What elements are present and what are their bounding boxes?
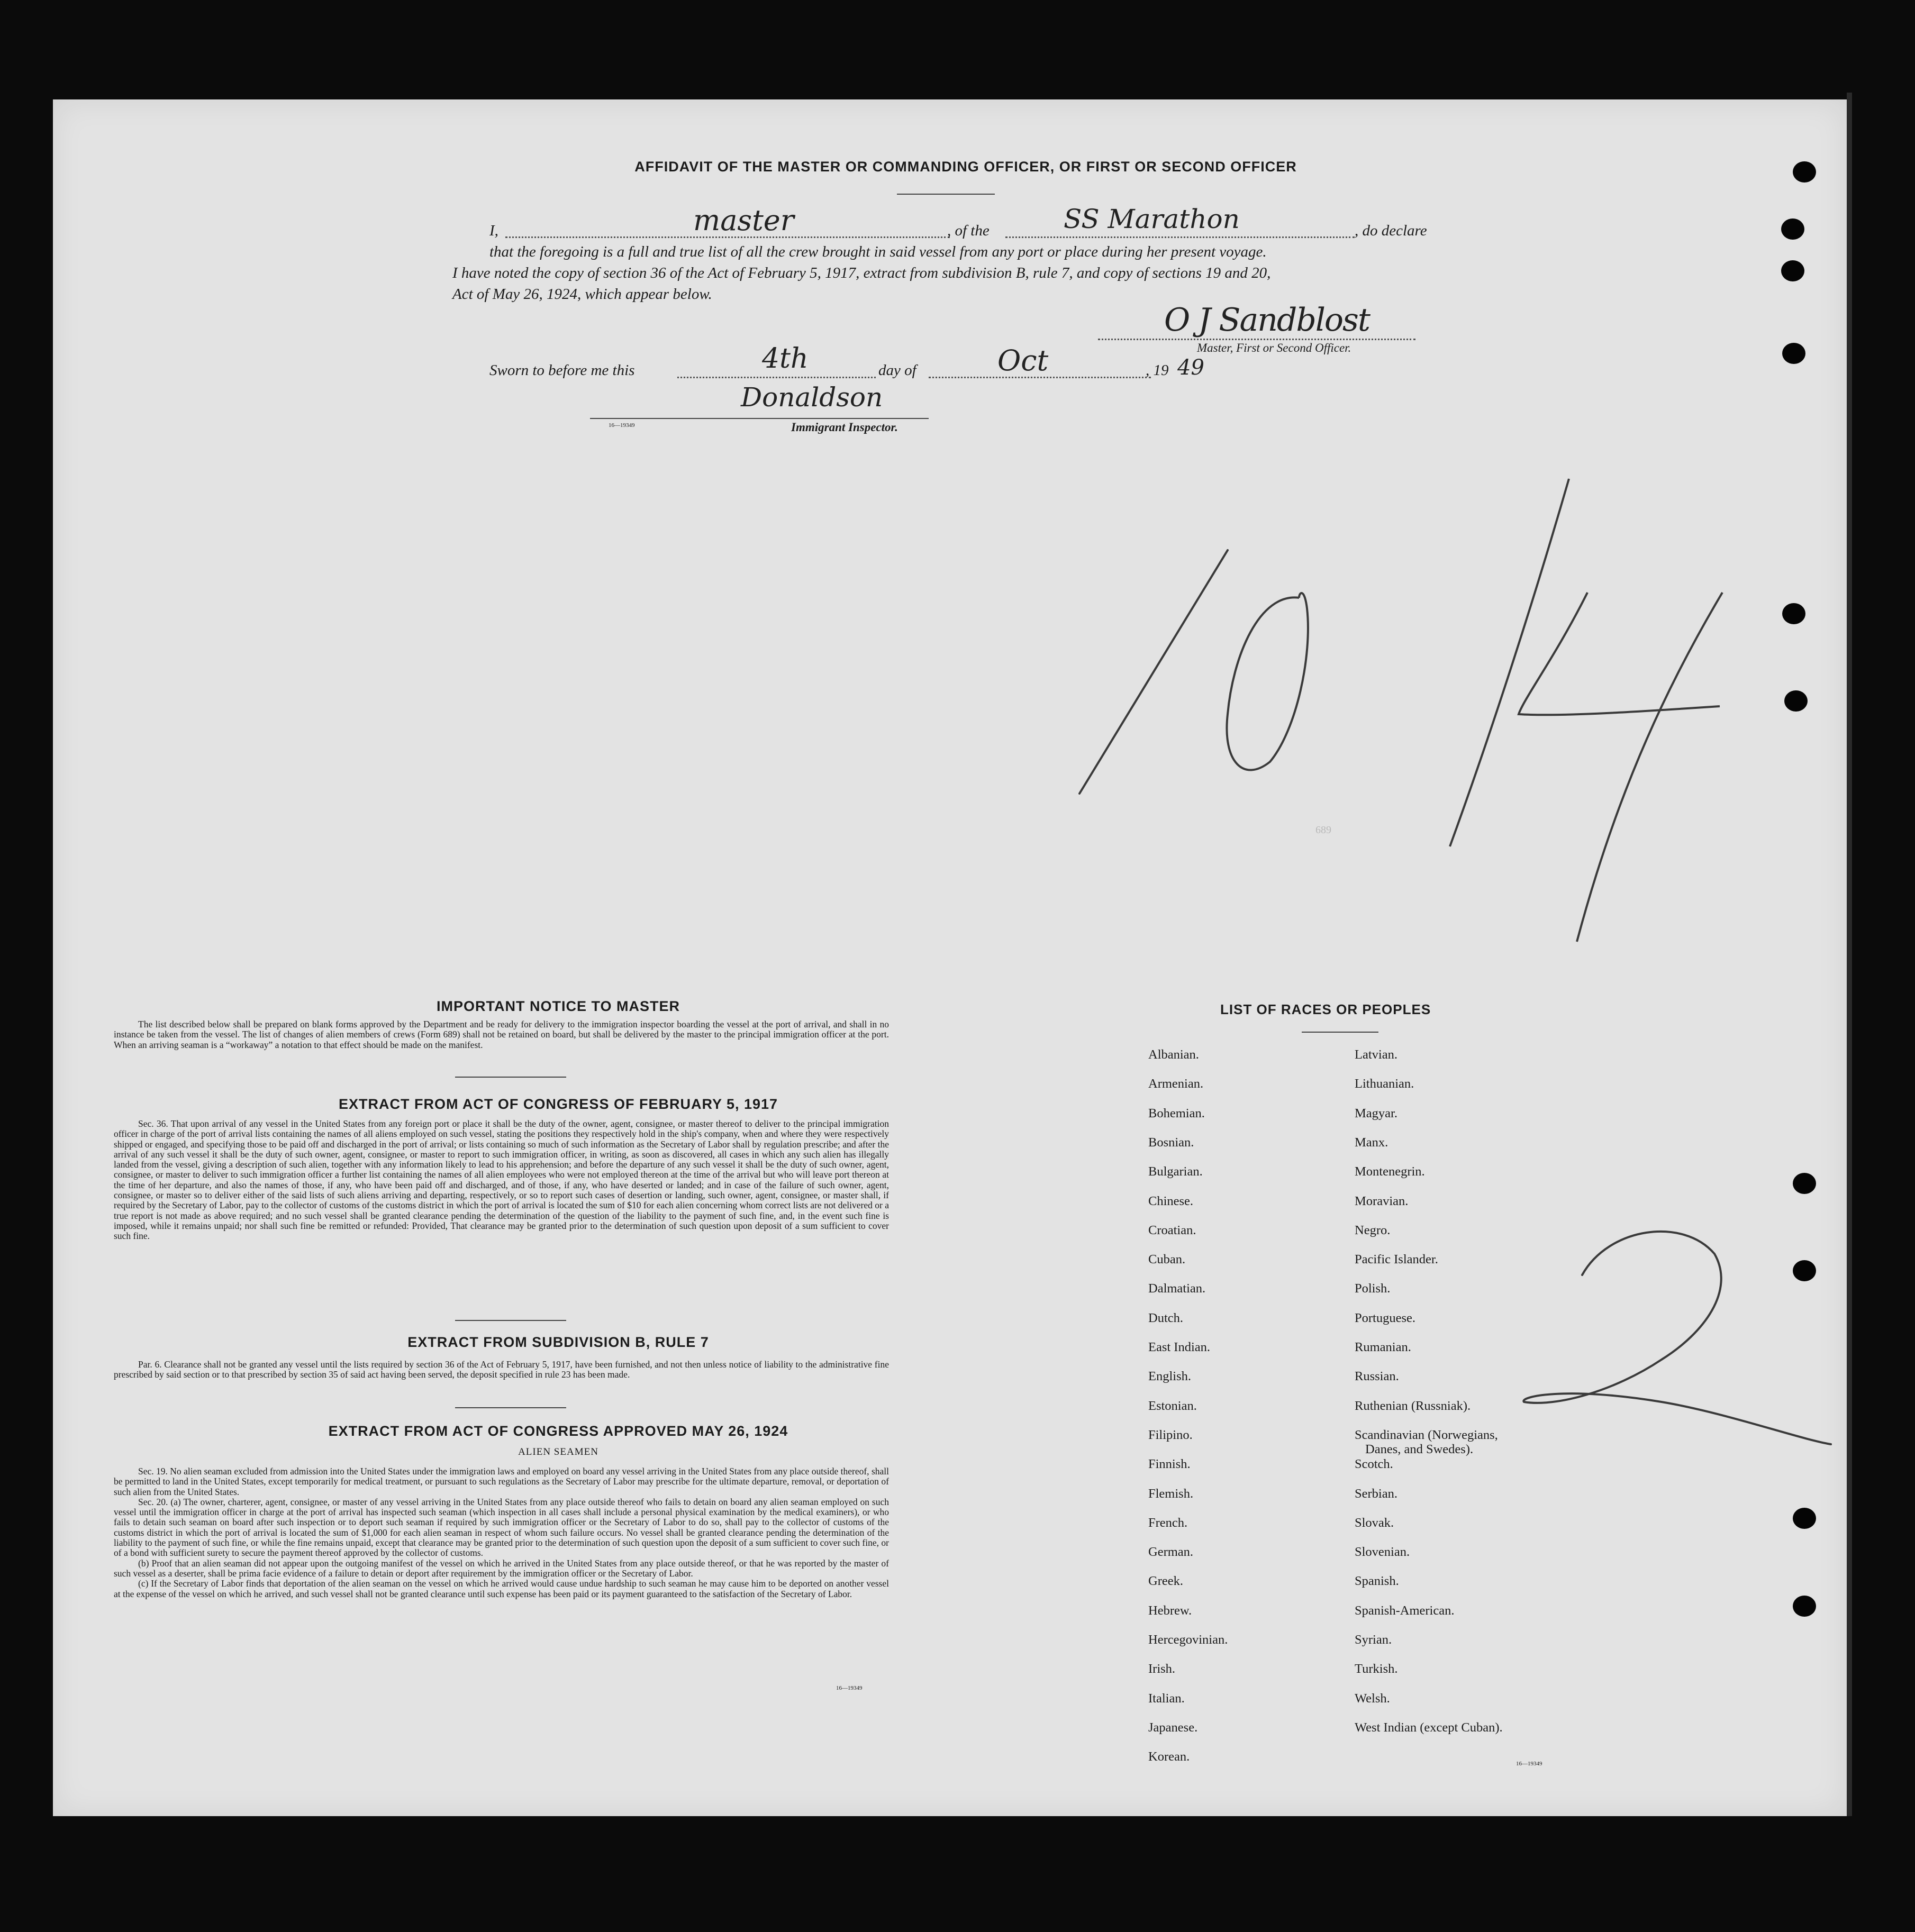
punch-hole: [1784, 690, 1808, 712]
section-divider: [455, 1407, 566, 1408]
inspector-line: [590, 418, 929, 419]
form-number-right: 16—19349: [1516, 1761, 1542, 1767]
notice-title: IMPORTANT NOTICE TO MASTER: [437, 998, 680, 1014]
master-signature: O J Sandblost: [1164, 302, 1369, 339]
sworn-label: Sworn to before me this: [489, 362, 635, 379]
inspector-caption: Immigrant Inspector.: [791, 421, 898, 434]
race-item: Spanish.: [1355, 1574, 1399, 1589]
race-item: Turkish.: [1355, 1662, 1398, 1676]
race-item: Portuguese.: [1355, 1310, 1415, 1325]
punch-hole: [1793, 161, 1816, 183]
signature-line: [1098, 339, 1415, 340]
inspector-signature: Donaldson: [741, 382, 883, 413]
race-item: East Indian.: [1148, 1340, 1211, 1354]
punch-hole: [1793, 1173, 1816, 1194]
race-item: Bulgarian.: [1148, 1164, 1203, 1179]
punch-hole: [1782, 343, 1805, 364]
day-line: [677, 377, 876, 378]
section-divider: [455, 1320, 566, 1321]
faint-stamp: 689: [1315, 824, 1331, 836]
extract1917-title: EXTRACT FROM ACT OF CONGRESS OF FEBRUARY 5, 1917: [338, 1096, 778, 1112]
race-item: German.: [1148, 1545, 1194, 1560]
affidavit-title: AFFIDAVIT OF THE MASTER OR COMMANDING OFFICER, OR FIRST OR SECOND OFFICER: [634, 159, 1297, 175]
race-item: Cuban.: [1148, 1252, 1186, 1267]
race-item: Croatian.: [1148, 1223, 1196, 1237]
race-item: Hercegovinian.: [1148, 1633, 1228, 1647]
race-item: Flemish.: [1148, 1486, 1194, 1501]
race-item: Montenegrin.: [1355, 1164, 1425, 1179]
race-item: Lithuanian.: [1355, 1077, 1414, 1091]
punch-hole: [1781, 218, 1804, 240]
month-handwritten: Oct: [997, 344, 1049, 377]
race-item: Italian.: [1148, 1691, 1185, 1706]
affidavit-body-3: Act of May 26, 1924, which appear below.: [452, 286, 712, 303]
extract1924-text: [114, 1466, 889, 1599]
race-item: Danes, and Swedes).: [1365, 1442, 1474, 1456]
race-item: Greek.: [1148, 1574, 1183, 1589]
year-handwritten: 49: [1177, 356, 1204, 380]
par6-paragraph: Par. 6. Clearance shall not be granted any vessel until the lists required by section 36 of the Act of February 5, 1917, have been furnished, and not then unless notice of liability to the administrative fine prescribed by said section or to that prescribed by section 35 of said act having been served, the deposit specified in rule 23 has been made.: [114, 1359, 889, 1380]
of-the-label: , of the: [947, 222, 990, 239]
name-handwritten: master: [693, 204, 794, 237]
day-handwritten: 4th: [762, 343, 809, 375]
sec20a-paragraph: Sec. 20. (a) The owner, charterer, agent, consignee, or master of any vessel arriving in the United States from any place outside thereof who fails to detain on board any alien seaman employed on such vessel until the immigration officer in charge at the port of arrival has inspected such seaman (which inspection in all cases shall include a personal physical examination by the medical examiners), or who fails to detain such seaman on board after such inspection or to deport such seaman if required by such immigration officer or the Secretary of Labor to do so, shall pay to the collector of customs of the customs district in which the port of arrival is located the sum of $1,000 for each alien seaman in respect of whom such failure occurs. No vessel shall be granted clearance pending the determination of the liability to the payment of such fine, or while the fine remains unpaid, except that clearance may be granted prior to the determination of such question upon the deposit of a sum sufficient to cover such fine, or of a bond with sufficient surety to secure the payment thereof approved by the collector of customs.: [114, 1496, 889, 1559]
race-item: Scandinavian (Norwegians,: [1355, 1427, 1498, 1442]
sec20b-paragraph: (b) Proof that an alien seaman did not appear upon the outgoing manifest of the vessel on which he arrived in the United States from any place outside thereof, or that he was reported by the master of such vessel as a deserter, shall be prima facie evidence of a failure to detain or deport after requirement by the immigration officer or the Secretary of Labor.: [114, 1557, 889, 1579]
race-item: Welsh.: [1355, 1691, 1390, 1706]
day-of-label: day of: [878, 362, 916, 379]
notice-text: [114, 1019, 889, 1050]
race-item: Armenian.: [1148, 1077, 1204, 1091]
race-item: Scotch.: [1355, 1457, 1393, 1472]
race-item: Hebrew.: [1148, 1603, 1192, 1618]
extract1917-text: [114, 1119, 889, 1242]
vessel-line: [1005, 236, 1355, 238]
race-item: Negro.: [1355, 1223, 1391, 1237]
race-item: Manx.: [1355, 1135, 1388, 1150]
race-item: Latvian.: [1355, 1047, 1397, 1062]
punch-hole: [1782, 603, 1805, 624]
race-item: Finnish.: [1148, 1457, 1191, 1472]
race-item: Japanese.: [1148, 1720, 1198, 1735]
sec36-paragraph: Sec. 36. That upon arrival of any vessel in the United States from any foreign port or place it shall be the duty of the owner, agent, consignee, or master thereof to deliver to the principal immigration officer in charge of the port of arrival lists containing the names of all aliens employed on such vessel, stating the positions they respectively hold in the ship's company, when and where they were respectively shipped or engaged, and specifying those to be paid off and discharged in the port of arrival; or lists containing so much of such information as the Secretary of Labor shall by regulation prescribe; and after the arrival of any such vessel it shall be the duty of such owner, agent, consignee, or master to report to such immigration officer, in writing, as soon as discovered, all cases in which any such alien has illegally landed from the vessel, giving a description of such alien, together with any information likely to lead to his apprehension; and before the departure of any such vessel it shall be the duty of such owner, agent, consignee, or master to deliver to such immigration officer a further list containing the names of all alien employees who were not employed thereon at the time of the arrival but who will leave port thereon at the time of her departure, and also the names of those, if any, who have been paid off and discharged, and of those, if any, who have deserted or landed; and in case of the failure of such owner, agent, consignee, or master so to deliver either of the said lists of such aliens arriving and departing, respectively, or so to report such cases of desertion or landing, such owner, agent, consignee, or master shall, if required by the Secretary of Labor, pay to the collector of customs of the customs district in which the port of arrival is located the sum of $10 for each alien concerning whom correct lists are not delivered or a true report is not made as above required; and no such vessel shall be granted clearance pending the determination of the question of the liability to the payment of such fine, and, in the event such fine is imposed, while it remains unpaid; nor shall such fine be remitted or refunded: Provided, That clearance may be granted prior to the determination of such question upon deposit of a sum sufficient to cover such fine.: [114, 1118, 889, 1242]
punch-hole: [1793, 1596, 1816, 1617]
form-number-top: 16—19349: [609, 422, 635, 429]
race-item: Polish.: [1355, 1281, 1391, 1296]
extract1924-title: EXTRACT FROM ACT OF CONGRESS APPROVED MAY 26, 1924: [328, 1423, 788, 1439]
affidavit-body-2: I have noted the copy of section 36 of the Act of February 5, 1917, extract from subdivision B, rule 7, and copy of sections 19 and 20,: [452, 265, 1271, 281]
race-item: Pacific Islander.: [1355, 1252, 1438, 1267]
races-title: LIST OF RACES OR PEOPLES: [1220, 1001, 1431, 1017]
race-item: West Indian (except Cuban).: [1355, 1720, 1503, 1735]
large-digit-annotation: [1503, 1196, 1841, 1460]
race-item: Irish.: [1148, 1662, 1176, 1676]
rule7-title: EXTRACT FROM SUBDIVISION B, RULE 7: [407, 1334, 709, 1350]
punch-hole: [1781, 260, 1804, 281]
i-label: I,: [489, 222, 498, 239]
punch-hole: [1793, 1508, 1816, 1529]
race-item: Slovenian.: [1355, 1545, 1410, 1560]
race-item: Estonian.: [1148, 1398, 1197, 1413]
race-item: Dalmatian.: [1148, 1281, 1206, 1296]
race-item: Moravian.: [1355, 1193, 1409, 1208]
race-item: Rumanian.: [1355, 1340, 1411, 1354]
year-prefix: , 19: [1146, 362, 1169, 379]
race-item: Korean.: [1148, 1749, 1190, 1764]
race-item: Russian.: [1355, 1369, 1399, 1384]
race-item: Filipino.: [1148, 1427, 1193, 1442]
sec20c-paragraph: (c) If the Secretary of Labor finds that deportation of the alien seaman on the vessel on which he arrived would cause undue hardship to such seaman he may cause him to be deported on another vessel at the expense of the vessel on which he arrived, and such vessel shall not be granted clearance until such expense has been paid or its payment guaranteed to the satisfaction of the Secretary of Labor.: [114, 1578, 889, 1599]
race-item: Bosnian.: [1148, 1135, 1194, 1150]
large-number-annotation: [1058, 466, 1746, 973]
race-item: Ruthenian (Russniak).: [1355, 1398, 1471, 1413]
races-title-divider: [1302, 1032, 1378, 1033]
section-divider: [455, 1077, 566, 1078]
notice-paragraph: The list described below shall be prepared on blank forms approved by the Department and be ready for delivery to the immigration inspector boarding the vessel at the port of arrival, and shall in no instance be taken from the vessel. The list of changes of alien members of crews (Form 689) shall not be retained on board, but shall be delivered by the master to the principal immigration officer at the port. When an arriving seaman is a “workaway” a notation to that effect should be made on the manifest.: [114, 1019, 889, 1050]
race-item: Dutch.: [1148, 1310, 1183, 1325]
race-item: Magyar.: [1355, 1106, 1397, 1120]
race-item: Chinese.: [1148, 1193, 1194, 1208]
sec19-paragraph: Sec. 19. No alien seaman excluded from admission into the United States under the immigration laws and employed on board any vessel arriving in the United States from any place outside thereof, shall be permitted to land in the United States, except temporarily for medical treatment, or pursuant to such regulations as the Secretary of Labor may prescribe for the ultimate departure, removal, or deportation of such alien from the United States.: [114, 1466, 889, 1497]
race-item: Albanian.: [1148, 1047, 1199, 1062]
vessel-handwritten: SS Marathon: [1064, 204, 1240, 234]
race-item: Spanish-American.: [1355, 1603, 1455, 1618]
race-item: French.: [1148, 1515, 1188, 1530]
page-edge: [1847, 93, 1852, 1816]
declare-label: , do declare: [1355, 222, 1427, 239]
race-item: Serbian.: [1355, 1486, 1397, 1501]
race-item: English.: [1148, 1369, 1191, 1384]
form-number-left: 16—19349: [836, 1685, 863, 1691]
race-item: Slovak.: [1355, 1515, 1394, 1530]
rule7-text: [114, 1360, 889, 1380]
alien-seamen-subtitle: ALIEN SEAMEN: [518, 1446, 598, 1457]
race-item: Syrian.: [1355, 1633, 1392, 1647]
signature-caption: Master, First or Second Officer.: [1197, 341, 1351, 354]
title-divider: [897, 194, 995, 195]
race-item: Bohemian.: [1148, 1106, 1205, 1120]
affidavit-body-1: that the foregoing is a full and true list of all the crew brought in said vessel from any port or place during her present voyage.: [489, 243, 1267, 260]
